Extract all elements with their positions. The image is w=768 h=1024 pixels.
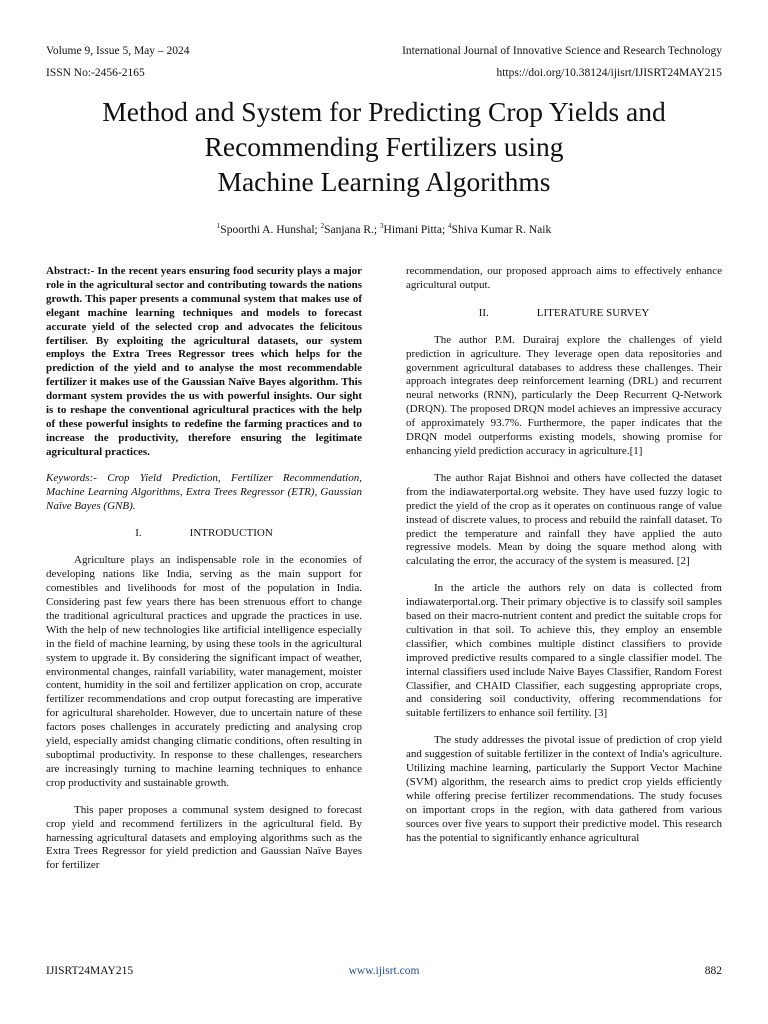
author-4-index: 4	[448, 222, 452, 231]
section-number: II.	[478, 306, 489, 319]
title-line-3: Machine Learning Algorithms	[217, 166, 551, 197]
footer-paper-id: IJISRT24MAY215	[46, 965, 134, 977]
abstract: Abstract:- In the recent years ensuring food security plays a major role in the agricultural sector and contributing towards the nations growth. This paper presents a communal system that makes use of elegant machine learning techniques and models to forecast accurate yield of the selected crop and advocates the felicitous fertiliser. By exploiting the agricultural datasets, our system employs the Extra Trees Regressor trees which helps for the prediction of the yield and to analyse the most recommendable fertilizer it makes use of the Gaussian Naïve Bayes algorithm. This dormant system provides the us with powerful insights. Our sight is to reshape the conventional agricultural practices with the help of these powerful insights to redefine the farming practices and to increase the productivity, therefore ensuring the legitimate agricultural practices.	[46, 265, 362, 458]
author-3-index: 3	[380, 222, 384, 231]
author-3-name: Himani Pitta;	[383, 224, 449, 236]
header-volume: Volume 9, Issue 5, May – 2024	[46, 45, 190, 57]
header-doi-link[interactable]: https://doi.org/10.38124/ijisrt/IJISRT24MAY215	[496, 67, 722, 79]
title-line-2: Recommending Fertilizers using	[204, 131, 564, 162]
header-journal: International Journal of Innovative Science and Research Technology	[402, 45, 722, 57]
paper-title	[40, 94, 728, 199]
author-list	[40, 223, 728, 237]
author-1-index: 1	[216, 222, 221, 231]
author-2-index: 2	[320, 222, 325, 231]
right-column	[406, 265, 722, 846]
keywords: Keywords:- Crop Yield Prediction, Fertilizer Recommendation, Machine Learning Algorithms, Extra Trees Regressor (ETR), Gaussian Naïve Bayes (GNB).	[46, 471, 362, 512]
intro-paragraph-1: Agriculture plays an indispensable role in the economies of developing nations like India, serving as the main support for comestibles and livelihoods for most of the population in India. Considering past few years there has been strenuous effort to change the traditional agricultural practices and upgrade the practices in use. With the help of new technologies like artificial intelligence especially in the field of machine learning, by using these tools in the agricultural system to upgrade it. By considering the significant impact of weather, environmental changes, rainfall variability, water management, moister content, humidity in the soil and fertilizer application on crop, accurate fertilizer recommendations and crop output forecasting are imperative for agricultural shareholder. However, due to uncertain nature of these factors poses challenges in accurately predicting and analysing crop yield, especially amidst changing climatic conditions, often resulting in suboptimal productivity. In response to these challenges, researchers are increasingly turning to machine learning techniques to enhance crop productivity and sustainable growth.	[46, 554, 362, 789]
author-4-name: Shiva Kumar R. Naik	[451, 224, 552, 236]
section-title: INTRODUCTION	[189, 527, 273, 540]
literature-paragraph-1: The author P.M. Durairaj explore the challenges of yield prediction in agriculture. They leverage open data repositories and government agricultural databases to address these challenges. Their approach integrates deep reinforcement learning (DRL) and recurrent neural networks (RNN), particularly the Deep Recurrent Q-Network (DRQN). The proposed DRQN model achieves an impressive accuracy of approximately 93.7%. Furthermore, the paper indicates that the DRQN model outperforms existing models, showing promise for enhancing yield prediction accuracy in agriculture.[1]	[406, 333, 722, 457]
header-issn: ISSN No:-2456-2165	[46, 67, 145, 79]
literature-paragraph-4: The study addresses the pivotal issue of prediction of crop yield and suggestion of suitable fertilizer in the context of India's agriculture. Utilizing machine learning, particularly the Support Vector Machine (SVM) algorithm, the research aims to predict crop yields efficiently while offering precise fertilizer recommendations. The study focuses on important crops in the region, with data gathered from various sources over five years to support their predictive model. This research has the potential to significantly enhance agricultural	[406, 734, 722, 844]
author-1-name: Spoorthi A. Hunshal;	[220, 224, 321, 236]
left-column	[46, 265, 362, 873]
intro-paragraph-2: This paper proposes a communal system designed to forecast crop yield and recommend fertilizers in the agricultural field. By harnessing agricultural datasets and employing algorithms such as the Extra Trees Regressor for yield prediction and Gaussian Naïve Bayes for fertilizer	[46, 803, 362, 872]
section-title: LITERATURE SURVEY	[536, 306, 650, 319]
section-heading-literature-survey	[406, 307, 722, 321]
title-line-1: Method and System for Predicting Crop Yields and	[102, 96, 666, 127]
literature-paragraph-2: The author Rajat Bishnoi and others have collected the dataset from the indiawaterportal.org website. They have used fuzzy logic to predict the yield of the crop as it operates on continuous range of value instead of discrete values, to process and rebuild the rainfall dataset. To predict the temperature and rainfall they have applied the auto regressive models. Mean by doing the square method along with calculating the error, the accuracy of the system is measured. [2]	[406, 471, 722, 568]
author-2-name: Sanjana R.;	[324, 224, 381, 236]
section-number: I.	[135, 527, 142, 540]
footer-website-link[interactable]: www.ijisrt.com	[348, 965, 420, 977]
section-heading-introduction	[46, 527, 362, 541]
footer-page-number: 882	[704, 965, 722, 977]
intro-paragraph-2-continued: recommendation, our proposed approach aims to effectively enhance agricultural output.	[406, 265, 722, 291]
literature-paragraph-3: In the article the authors rely on data is collected from indiawaterportal.org. Their primary objective is to classify soil samples based on their macro-nutrient content and predict the suitable crops for cultivation in that soil. To achieve this, they employ an ensemble classifier, which combines multiple distinct classifiers to provide improved predictive results compared to a single classifier model. The internal classifiers used include Naive Bayes Classifier, Random Forest Classifier, and CHAID Classifier, each suggesting appropriate crops, and considering soil conductivity, offering recommendations for suitable fertilizers to enhance soil fertility. [3]	[406, 582, 722, 720]
